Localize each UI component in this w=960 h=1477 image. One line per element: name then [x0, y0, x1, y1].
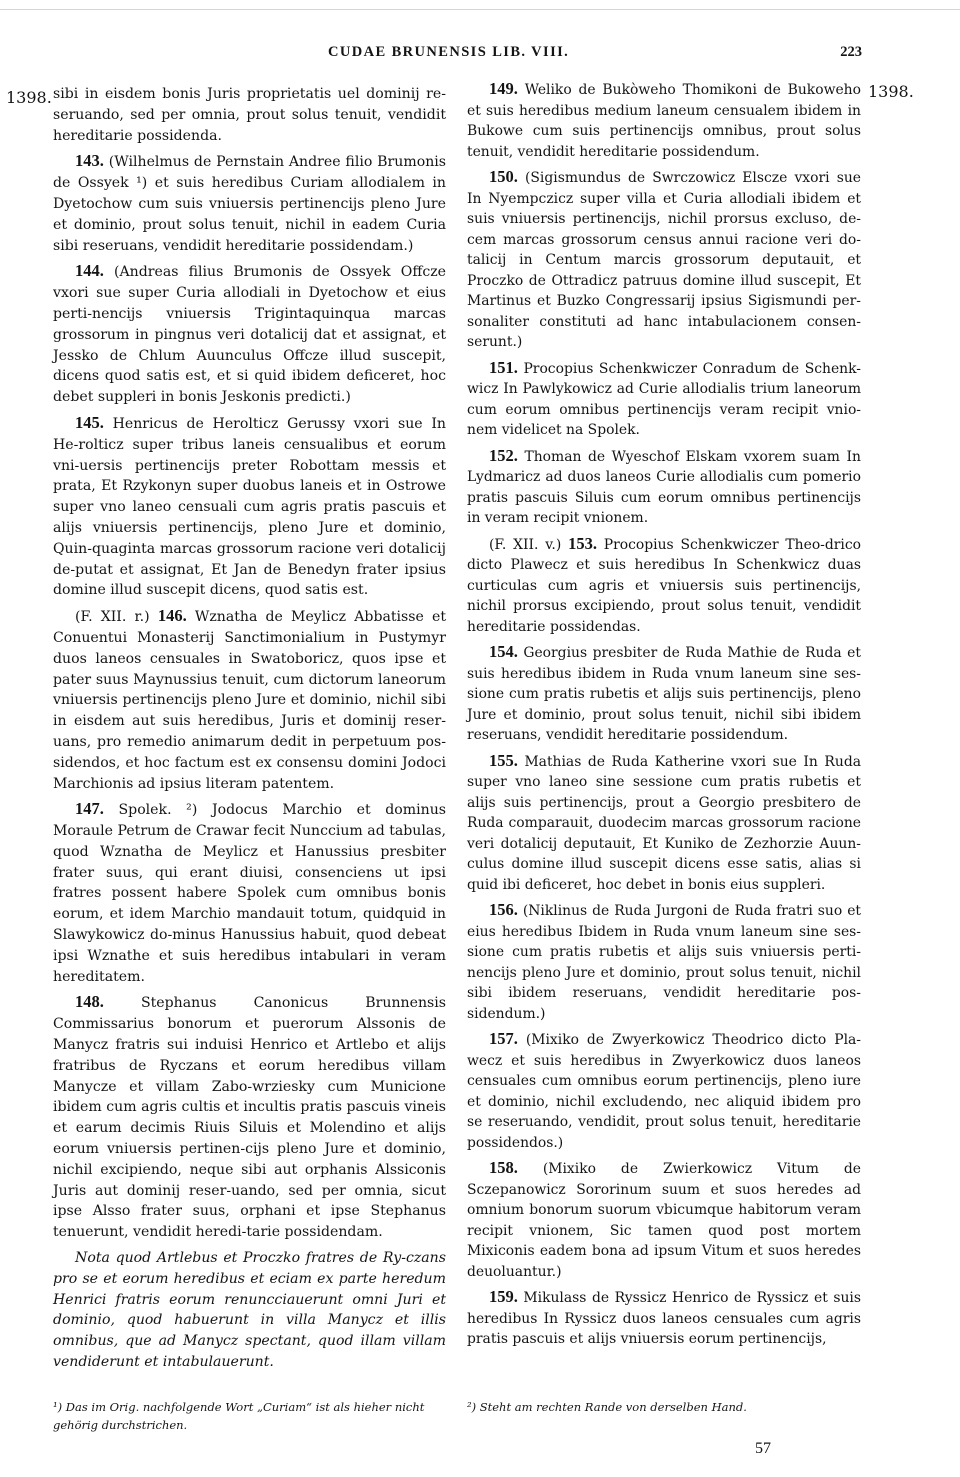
entry-paragraph	[467, 1029, 861, 1153]
footnote-2: ²) Steht am rechten Rande von derselben Hand.	[467, 1400, 747, 1414]
entry-paragraph	[467, 534, 861, 638]
entry-text: (Andreas filius Brumonis de Ossyek Offcze vxori sue super Curia allodiali in Dyetochow et eius perti-nencijs vniuersis Trigintaquinqua marcas grossorum in pingnus veri dotalicij dat et assignat, et Jessko de Chlum Auunculus Offcze illud suscepit, dicens quod satis est, et si quid ibidem deficeret, hoc debet suppleri in bonis Jeskonis predicti.)	[53, 264, 446, 406]
entry-number: 150.	[489, 167, 518, 186]
signature-mark: 57	[755, 1440, 771, 1457]
entry-number: 146.	[157, 606, 187, 626]
entry-number: 148.	[75, 992, 104, 1012]
entry-paragraph	[467, 751, 861, 896]
left-text-column	[53, 84, 446, 1373]
entry-number: 155.	[489, 750, 518, 770]
entry-text: (Mixiko de Zwyerkowicz Theodrico dicto Pla-wecz et suis heredibus in Zwyerkowicz duos laneos censuales cum omnibus eorum pertinencijs, pleno iure et dominio, nichil excludendo, nec aliquid ibidem pro se reseruando, vendidit, prout solus tenuit, hereditarie possidendos.)	[467, 1032, 861, 1151]
entry-text: (Wilhelmus de Pernstain Andree filio Brumonis de Ossyek ¹) et suis heredibus Curiam allodialem in Dyetochow cum suis vniuersis pertinencijs pleno Jure et dominio, prout solus tenuit, nichil in eadem Curia sibi reseruans, vendidit hereditarie possidendam.)	[53, 154, 447, 254]
entry-number: 157.	[489, 1029, 518, 1048]
footnote-1: ¹) Das im Orig. nachfolgende Wort „Curiam“ ist als hieher nicht gehörig durchstrichen.	[53, 1400, 425, 1432]
page-header	[0, 44, 960, 64]
entry-number: 147.	[75, 799, 104, 819]
entry-number: 158.	[489, 1158, 518, 1177]
entry-number: 149.	[489, 79, 518, 98]
page-number: 223	[840, 44, 862, 60]
entry-number: 145.	[75, 412, 104, 432]
running-title: CUDAE BRUNENSIS LIB. VIII.	[328, 44, 570, 60]
entry-paragraph	[467, 1158, 861, 1282]
entry-text: Wznatha de Meylicz Abbatisse et Conuentui Monasterij Sanctimonialium in Pustymyr duos laneos censuales in Swatoboricz, quos ipse et pater suus Maynussius tenuit, cum dictorum laneorum vniuersis pertinencijs pleno Jure et dominio, nichil sibi in eisdem aut suis heredibus, Juris et dominij reser-uans, pro remedio animarum dedit in perpetuum pos-sidendos, et hoc factum est ex consensu domini Jodoci Marchionis ad ipsius literam patentem.	[53, 609, 446, 792]
entry-paragraph	[467, 1287, 861, 1350]
entry-text: Stephanus Canonicus Brunnensis Commissarius bonorum et puerorum Alssonis de Manycz fratris sui induisi Henrico et Artlebo et alijs fratribus de Ryczans et eorum heredibus villam Manycze et villam Zabo-wrziesky cum Municione ibidem cum agris cultis et incultis pratis pascuis vineis et earum decimis Riuis Siluis et Molendino et alijs eorum vniuersis pertinen-cijs pleno Jure et dominio, nichil excipiendo, neque sibi aut orphanis Alssiconis Juris aut dominij reser-uando, sed per omnia, sicut ipse Alsso frater suus, orphani et ipse Stephanus tenuerunt, vendidit heredi-tarie possidendam.	[53, 995, 446, 1241]
entry-paragraph	[53, 413, 446, 601]
folio-marker: (F. XII. v.)	[489, 536, 569, 553]
entry-text: Thoman de Wyeschof Elskam vxorem suam In Lydmaricz ad duos laneos Curie allodialis cum pomerio pratis pascuis Siluis cum eorum omnibus pertinencijs in veram recipit vnionem.	[467, 448, 861, 526]
entry-paragraph	[467, 358, 861, 441]
entry-text: Procopius Schenkwiczer Theo-drico dicto Plawecz et suis heredibus In Schenkwicz duas curticulas cum agris et vniuersis suis pertinencijs, nichil prorsus excipiendo, prout solus tenuit, vendidit hereditarie possidendas.	[467, 536, 861, 635]
entry-paragraph	[53, 606, 446, 794]
entry-text: Mikulass de Ryssicz Henrico de Ryssicz et suis heredibus In Ryssicz duos laneos censuales cum agris pratis pascuis et alijs vniuersis eorum pertinencijs,	[467, 1290, 861, 1347]
entry-text: (Niklinus de Ruda Jurgoni de Ruda fratri suo et eius heredibus Ibidem in Ruda vnum laneum sine ses-sione cum pratis rubetis et alijs suis vniuersis perti-nencijs pleno Jure et dominio, prout solus tenuit, nichil sibi ibidem reseruans, vendidit hereditarie pos-sidendum.)	[467, 903, 862, 1022]
entry-paragraph	[53, 992, 446, 1243]
entry-number: 154.	[489, 642, 518, 661]
entry-paragraph	[467, 79, 861, 162]
entry-text: (Mixiko de Zwierkowicz Vitum de Sczepanowicz Sororinum suum et suos heredes ad omnium bonorum suorum vbicumque habitorum veram recipit vnionem, Sic tamen quod post mortem Mixiconis eadem bona ad ipsum Vitum et suos heredes deuoluantur.)	[467, 1161, 861, 1280]
entry-text: Henricus de Herolticz Gerussy vxori sue In He-rolticz super tribus laneis censualibus et eorum vni-uersis pertinencijs preter Robottam messis et prata, Et Rzykonyn super duobus laneis et in Ostrowe super vno laneo censuali cum agris pratis pascuis et alijs vniuersis pertinencijs, pleno Jure et dominio, Quin-quaginta marcas grossorum racione veri dotalicij de-putat et assignat, Et Jan de Benedyn frater ipsius domine illud suscepit dicens, quod satis est.	[53, 415, 446, 599]
entry-number: 152.	[489, 445, 518, 465]
margin-year-right: 1398.	[868, 82, 914, 101]
entry-paragraph	[467, 642, 861, 746]
nota-paragraph	[53, 1248, 446, 1373]
entry-text: sibi in eisdem bonis Juris proprietatis uel dominij re-seruando, sed per omnia, prout solus tenuit, vendidit hereditarie possidenda.	[53, 86, 446, 144]
margin-year-left: 1398.	[6, 88, 52, 107]
entry-text: Georgius presbiter de Ruda Mathie de Ruda et suis heredibus ibidem in Ruda vnum laneum sine ses-sione cum pratis rubetis et alijs suis pertinencijs, pleno Jure et dominio, prout solus tenuit, nichil sibi ibidem reseruans, vendidit hereditarie possidendum.	[467, 645, 861, 743]
right-text-column	[467, 79, 861, 1350]
entry-text: Spolek. ²) Jodocus Marchio et dominus Moraule Petrum de Crawar fecit Nunccium ad tabulas, quod Wznatha de Meylicz et Hanussius presbiter frater suus, qui erant diuisi, consenciens ut ipsi fratres possent habere Spolek cum omnibus bonis eorum, et idem Marchio mandauit totum, quidquid in Slawykowicz do-minus Hanussius habuit, quod debeat ipsi Wznathe et suis heredibus intabulari in veram hereditatem.	[53, 802, 446, 985]
entry-paragraph	[467, 446, 861, 529]
entry-paragraph	[53, 151, 446, 256]
folio-marker: (F. XII. r.)	[75, 609, 158, 626]
entry-number: 156.	[489, 900, 518, 919]
entry-text: Mathias de Ruda Katherine vxori sue In Ruda super vno laneo sine sessione cum pratis rubetis et alijs suis pertinencijs, prout a Georgio presbitero de Ruda comparauit, duodecim marcas grossorum racione veri dotalicij deputauit, Et Kuniko de Zezhorzie Auun-culus domine illud suscepit dicens esse satis, alias si quid ibi deficeret, hoc debet in bonis eius suppleri.	[467, 753, 861, 893]
entry-number: 159.	[489, 1287, 518, 1306]
entry-paragraph	[53, 84, 446, 146]
entry-number: 153.	[568, 533, 597, 553]
entry-paragraph	[53, 799, 446, 987]
entry-paragraph	[467, 167, 861, 353]
entry-paragraph	[467, 900, 861, 1024]
entry-number: 144.	[75, 261, 104, 281]
top-rule	[0, 9, 960, 10]
entry-text: Nota quod Artlebus et Proczko fratres de Ry-czans pro se et eorum heredibus et eciam ex parte heredum Henrici fratris eorum renuncciauerunt omni Juri et dominio, quod habuerunt in villa Manycz et illis omnibus, que ad Manycz spectant, quod illam villam vendiderunt et intabulauerunt.	[53, 1250, 446, 1371]
entry-text: (Sigismundus de Swrczowicz Elscze vxori sue In Nyempczicz super villa et Curia allodiali ibidem et suis vniuersis pertinencijs, nichil prorsus excluso, de-cem marcas grossorum census annui racione veri do-talicij in Centum marcis grossorum deputauit, et Proczko de Ottradicz patruus domine illud suscepit, Et Martinus et Buzko Congressarij ipsius Sigismundi per-sonaliter constituti ad hanc intabulacionem consen-serunt.)	[467, 170, 861, 350]
entry-text: Procopius Schenkwiczer Conradum de Schenk-wicz In Pawlykowicz ad Curie allodialis trium laneorum cum eorum omnibus pertinencijs veram recipit vnio-nem videlicet na Spolek.	[467, 360, 861, 438]
entry-number: 143.	[75, 151, 104, 171]
entry-number: 151.	[489, 357, 518, 377]
entry-paragraph	[53, 261, 446, 408]
entry-text: Weliko de Bukòweho Thomikoni de Bukoweho et suis heredibus medium laneum censualem ibidem in Bukowe cum suis pertinencijs omnibus, prout solus tenuit, vendidit hereditarie possidendum.	[467, 82, 861, 160]
